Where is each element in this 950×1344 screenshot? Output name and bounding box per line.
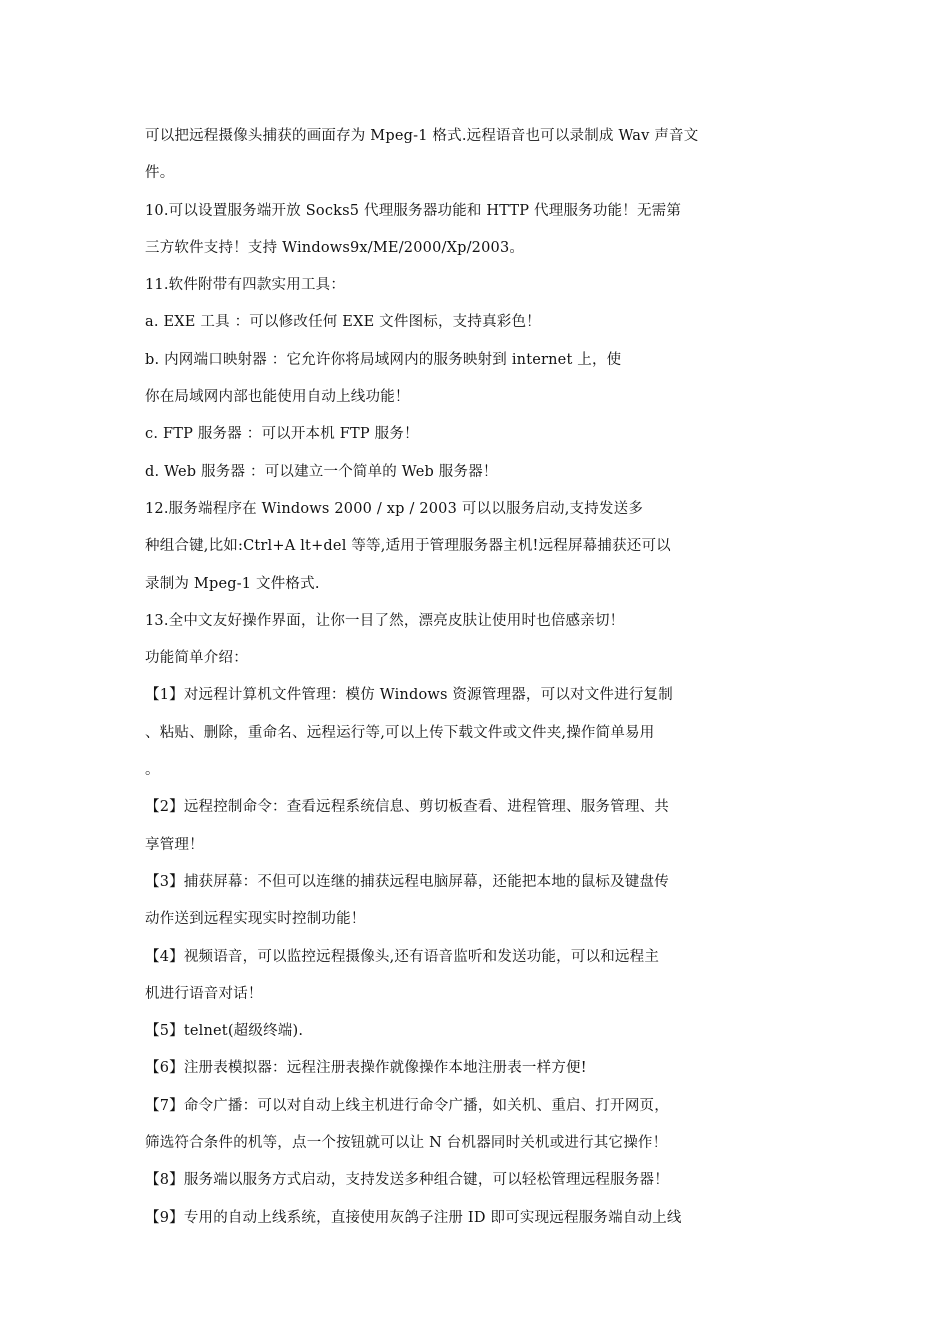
text-line: 享管理！	[145, 836, 204, 853]
document-body	[145, 124, 745, 1243]
text-line: 10.可以设置服务端开放 Socks5 代理服务器功能和 HTTP 代理服务功能！无需第	[145, 202, 682, 219]
text-line: a. EXE 工具 ：可以修改任何 EXE 文件图标，支持真彩色！	[145, 314, 541, 331]
text-line: 【6】注册表模拟器：远程注册表操作就像操作本地注册表一样方便!	[145, 1060, 587, 1077]
text-line: 机进行语音对话！	[145, 985, 263, 1002]
text-line: 12.服务端程序在 Windows 2000 / xp / 2003 可以以服务启动,支持发送多	[145, 500, 644, 517]
text-line: 【5】telnet(超级终端).	[145, 1023, 304, 1040]
text-line: d. Web 服务器 ：可以建立一个简单的 Web 服务器！	[145, 463, 498, 480]
text-line: 【2】远程控制命令：查看远程系统信息、剪切板查看、进程管理、服务管理、共	[145, 799, 669, 816]
text-line: 11.软件附带有四款实用工具：	[145, 277, 346, 294]
text-line: b. 内网端口映射器 ：它允许你将局域网内的服务映射到 internet 上，使	[145, 351, 622, 368]
text-line: 件。	[145, 165, 175, 182]
text-line: 【4】视频语音，可以监控远程摄像头,还有语音监听和发送功能，可以和远程主	[145, 948, 660, 965]
text-line: 【7】命令广播：可以对自动上线主机进行命令广播，如关机、重启、打开网页，	[145, 1097, 669, 1114]
text-line: 13.全中文友好操作界面，让你一目了然，漂亮皮肤让使用时也倍感亲切！	[145, 612, 625, 629]
text-line: 【3】捕获屏幕：不但可以连继的捕获远程电脑屏幕，还能把本地的鼠标及键盘传	[145, 873, 669, 890]
text-line: c. FTP 服务器 ：可以开本机 FTP 服务！	[145, 426, 419, 443]
text-line: 、粘贴、删除，重命名、远程运行等,可以上传下载文件或文件夹,操作简单易用	[145, 724, 655, 741]
text-line: 【1】对远程计算机文件管理：模仿 Windows 资源管理器，可以对文件进行复制	[145, 687, 673, 704]
text-line: 可以把远程摄像头捕获的画面存为 Mpeg-1 格式.远程语音也可以录制成 Wav 声音文	[145, 128, 699, 144]
text-line: 你在局域网内部也能使用自动上线功能！	[145, 389, 410, 406]
text-line: 种组合键,比如:Ctrl+A lt+del 等等,适用于管理服务器主机!远程屏幕捕获还可以	[145, 538, 671, 555]
text-line: 录制为 Mpeg-1 文件格式.	[145, 575, 320, 592]
text-line: 。	[145, 762, 160, 779]
text-line: 动作送到远程实现实时控制功能！	[145, 911, 366, 928]
text-line: 功能简单介绍：	[145, 650, 248, 667]
text-line: 筛选符合条件的机等，点一个按钮就可以让 N 台机器同时关机或进行其它操作！	[145, 1135, 668, 1152]
text-line: 【9】专用的自动上线系统，直接使用灰鸽子注册 ID 即可实现远程服务端自动上线	[145, 1209, 682, 1226]
text-line: 三方软件支持！支持 Windows9x/ME/2000/Xp/2003。	[145, 239, 525, 256]
text-line: 【8】服务端以服务方式启动，支持发送多种组合键，可以轻松管理远程服务器！	[145, 1172, 669, 1189]
